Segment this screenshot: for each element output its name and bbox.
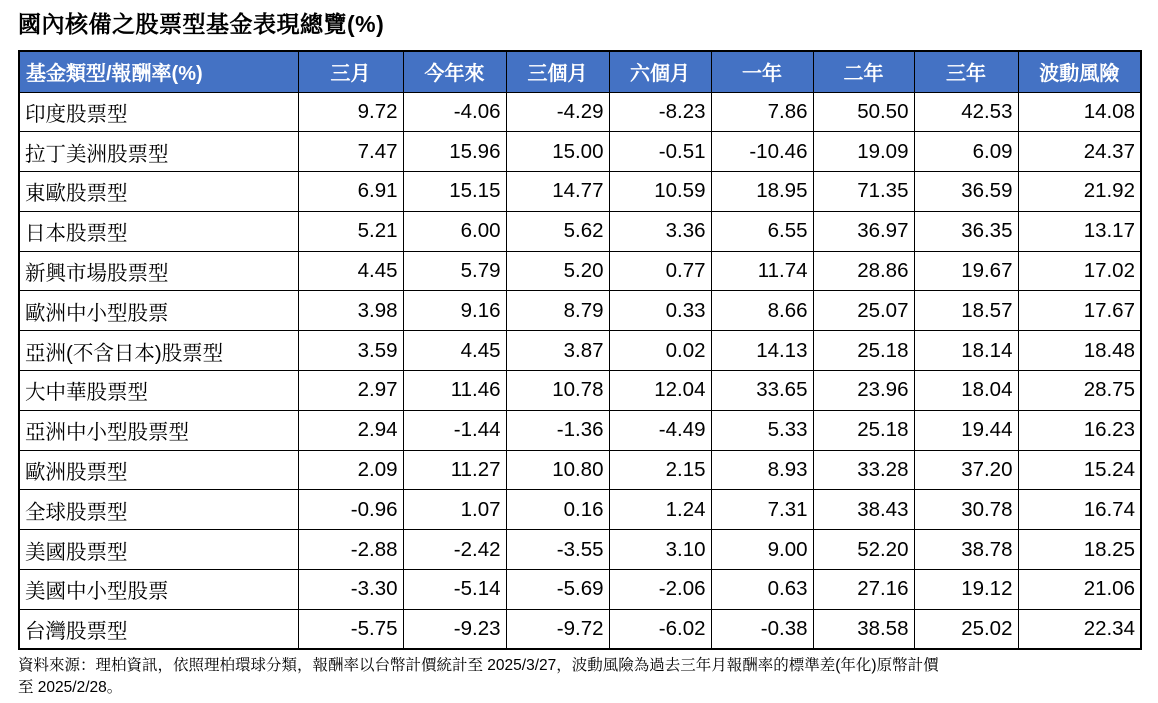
value-cell: 8.66 xyxy=(711,291,813,331)
value-cell: 19.09 xyxy=(813,132,914,172)
source-note xyxy=(18,655,1140,699)
value-cell: 8.79 xyxy=(506,291,609,331)
table-row xyxy=(19,251,1141,291)
value-cell: 21.92 xyxy=(1018,172,1141,212)
value-cell: 4.45 xyxy=(403,331,506,371)
value-cell: 15.24 xyxy=(1018,450,1141,490)
value-cell: 71.35 xyxy=(813,172,914,212)
value-cell: 25.18 xyxy=(813,410,914,450)
value-cell: 28.75 xyxy=(1018,371,1141,411)
value-cell: -0.96 xyxy=(298,490,403,530)
value-cell: 11.27 xyxy=(403,450,506,490)
value-cell: 11.74 xyxy=(711,251,813,291)
value-cell: 6.55 xyxy=(711,211,813,251)
value-cell: -0.38 xyxy=(711,609,813,649)
value-cell: 15.15 xyxy=(403,172,506,212)
value-cell: 0.77 xyxy=(609,251,711,291)
value-cell: 16.23 xyxy=(1018,410,1141,450)
value-cell: 18.14 xyxy=(914,331,1018,371)
value-cell: 27.16 xyxy=(813,570,914,610)
table-row xyxy=(19,331,1141,371)
value-cell: 10.59 xyxy=(609,172,711,212)
value-cell: 6.91 xyxy=(298,172,403,212)
value-cell: 15.00 xyxy=(506,132,609,172)
source-note-line2: 至 2025/2/28。 xyxy=(18,679,123,697)
value-cell: 11.46 xyxy=(403,371,506,411)
value-cell: 3.87 xyxy=(506,331,609,371)
value-cell: 36.97 xyxy=(813,211,914,251)
value-cell: 3.10 xyxy=(609,530,711,570)
value-cell: 12.04 xyxy=(609,371,711,411)
column-header: 波動風險 xyxy=(1018,51,1141,92)
fund-name-cell: 拉丁美洲股票型 xyxy=(19,132,298,172)
value-cell: 24.37 xyxy=(1018,132,1141,172)
value-cell: 14.77 xyxy=(506,172,609,212)
value-cell: 5.33 xyxy=(711,410,813,450)
value-cell: 18.95 xyxy=(711,172,813,212)
fund-name-cell: 亞洲中小型股票型 xyxy=(19,410,298,450)
value-cell: 17.67 xyxy=(1018,291,1141,331)
value-cell: 25.07 xyxy=(813,291,914,331)
value-cell: 0.63 xyxy=(711,570,813,610)
page-title: 國內核備之股票型基金表現總覽(%) xyxy=(18,11,385,37)
value-cell: 7.86 xyxy=(711,92,813,132)
table-row xyxy=(19,291,1141,331)
value-cell: -2.06 xyxy=(609,570,711,610)
value-cell: 0.33 xyxy=(609,291,711,331)
value-cell: 36.59 xyxy=(914,172,1018,212)
table-row xyxy=(19,92,1141,132)
value-cell: 1.07 xyxy=(403,490,506,530)
value-cell: 21.06 xyxy=(1018,570,1141,610)
value-cell: -2.42 xyxy=(403,530,506,570)
value-cell: 36.35 xyxy=(914,211,1018,251)
value-cell: 3.36 xyxy=(609,211,711,251)
value-cell: 42.53 xyxy=(914,92,1018,132)
table-row xyxy=(19,530,1141,570)
value-cell: -4.49 xyxy=(609,410,711,450)
fund-name-cell: 歐洲股票型 xyxy=(19,450,298,490)
table-row xyxy=(19,211,1141,251)
value-cell: 9.16 xyxy=(403,291,506,331)
fund-name-cell: 大中華股票型 xyxy=(19,371,298,411)
value-cell: 19.44 xyxy=(914,410,1018,450)
value-cell: 33.28 xyxy=(813,450,914,490)
value-cell: -10.46 xyxy=(711,132,813,172)
value-cell: 18.48 xyxy=(1018,331,1141,371)
value-cell: 4.45 xyxy=(298,251,403,291)
value-cell: 5.21 xyxy=(298,211,403,251)
value-cell: 14.08 xyxy=(1018,92,1141,132)
column-header: 二年 xyxy=(813,51,914,92)
value-cell: -5.69 xyxy=(506,570,609,610)
fund-name-cell: 印度股票型 xyxy=(19,92,298,132)
value-cell: 10.78 xyxy=(506,371,609,411)
value-cell: 0.16 xyxy=(506,490,609,530)
fund-name-cell: 台灣股票型 xyxy=(19,609,298,649)
fund-name-cell: 全球股票型 xyxy=(19,490,298,530)
value-cell: 0.02 xyxy=(609,331,711,371)
table-row xyxy=(19,490,1141,530)
table-row xyxy=(19,172,1141,212)
value-cell: -3.30 xyxy=(298,570,403,610)
fund-name-cell: 日本股票型 xyxy=(19,211,298,251)
value-cell: 2.09 xyxy=(298,450,403,490)
value-cell: 9.72 xyxy=(298,92,403,132)
value-cell: 38.43 xyxy=(813,490,914,530)
value-cell: 19.67 xyxy=(914,251,1018,291)
column-header: 三年 xyxy=(914,51,1018,92)
value-cell: 50.50 xyxy=(813,92,914,132)
fund-performance-table xyxy=(18,50,1142,650)
value-cell: 3.98 xyxy=(298,291,403,331)
value-cell: 9.00 xyxy=(711,530,813,570)
value-cell: 1.24 xyxy=(609,490,711,530)
column-header: 六個月 xyxy=(609,51,711,92)
value-cell: -5.75 xyxy=(298,609,403,649)
column-header: 三個月 xyxy=(506,51,609,92)
value-cell: 28.86 xyxy=(813,251,914,291)
column-header: 一年 xyxy=(711,51,813,92)
value-cell: 19.12 xyxy=(914,570,1018,610)
value-cell: -5.14 xyxy=(403,570,506,610)
value-cell: 15.96 xyxy=(403,132,506,172)
fund-name-cell: 歐洲中小型股票 xyxy=(19,291,298,331)
value-cell: 37.20 xyxy=(914,450,1018,490)
value-cell: -1.36 xyxy=(506,410,609,450)
header-row xyxy=(19,51,1141,92)
value-cell: 18.57 xyxy=(914,291,1018,331)
value-cell: 18.04 xyxy=(914,371,1018,411)
value-cell: -9.23 xyxy=(403,609,506,649)
value-cell: 8.93 xyxy=(711,450,813,490)
value-cell: 2.94 xyxy=(298,410,403,450)
value-cell: 2.15 xyxy=(609,450,711,490)
value-cell: 22.34 xyxy=(1018,609,1141,649)
value-cell: 18.25 xyxy=(1018,530,1141,570)
fund-name-cell: 美國中小型股票 xyxy=(19,570,298,610)
value-cell: 5.62 xyxy=(506,211,609,251)
value-cell: 33.65 xyxy=(711,371,813,411)
value-cell: -1.44 xyxy=(403,410,506,450)
value-cell: -4.29 xyxy=(506,92,609,132)
column-header-fund-type: 基金類型/報酬率(%) xyxy=(19,51,298,92)
value-cell: 5.20 xyxy=(506,251,609,291)
fund-name-cell: 美國股票型 xyxy=(19,530,298,570)
value-cell: 23.96 xyxy=(813,371,914,411)
value-cell: 16.74 xyxy=(1018,490,1141,530)
source-note-line1: 資料來源：理柏資訊，依照理柏環球分類，報酬率以台幣計價統計至 2025/3/27，波動風險為過去三年月報酬率的標準差(年化)原幣計價 xyxy=(18,657,939,675)
value-cell: 13.17 xyxy=(1018,211,1141,251)
fund-name-cell: 新興市場股票型 xyxy=(19,251,298,291)
value-cell: 7.31 xyxy=(711,490,813,530)
fund-name-cell: 東歐股票型 xyxy=(19,172,298,212)
value-cell: -8.23 xyxy=(609,92,711,132)
value-cell: 5.79 xyxy=(403,251,506,291)
value-cell: 14.13 xyxy=(711,331,813,371)
value-cell: -3.55 xyxy=(506,530,609,570)
column-header: 今年來 xyxy=(403,51,506,92)
table-row xyxy=(19,371,1141,411)
value-cell: 25.18 xyxy=(813,331,914,371)
value-cell: 10.80 xyxy=(506,450,609,490)
value-cell: 25.02 xyxy=(914,609,1018,649)
table-row xyxy=(19,410,1141,450)
value-cell: -9.72 xyxy=(506,609,609,649)
value-cell: 7.47 xyxy=(298,132,403,172)
table-row xyxy=(19,609,1141,649)
value-cell: -6.02 xyxy=(609,609,711,649)
fund-name-cell: 亞洲(不含日本)股票型 xyxy=(19,331,298,371)
value-cell: -4.06 xyxy=(403,92,506,132)
value-cell: 17.02 xyxy=(1018,251,1141,291)
value-cell: -0.51 xyxy=(609,132,711,172)
value-cell: -2.88 xyxy=(298,530,403,570)
value-cell: 38.78 xyxy=(914,530,1018,570)
table-body xyxy=(19,92,1141,649)
value-cell: 52.20 xyxy=(813,530,914,570)
value-cell: 6.09 xyxy=(914,132,1018,172)
table-row xyxy=(19,570,1141,610)
column-header: 三月 xyxy=(298,51,403,92)
value-cell: 30.78 xyxy=(914,490,1018,530)
value-cell: 2.97 xyxy=(298,371,403,411)
value-cell: 38.58 xyxy=(813,609,914,649)
value-cell: 6.00 xyxy=(403,211,506,251)
table-row xyxy=(19,450,1141,490)
value-cell: 3.59 xyxy=(298,331,403,371)
table-header xyxy=(19,51,1141,92)
table-row xyxy=(19,132,1141,172)
